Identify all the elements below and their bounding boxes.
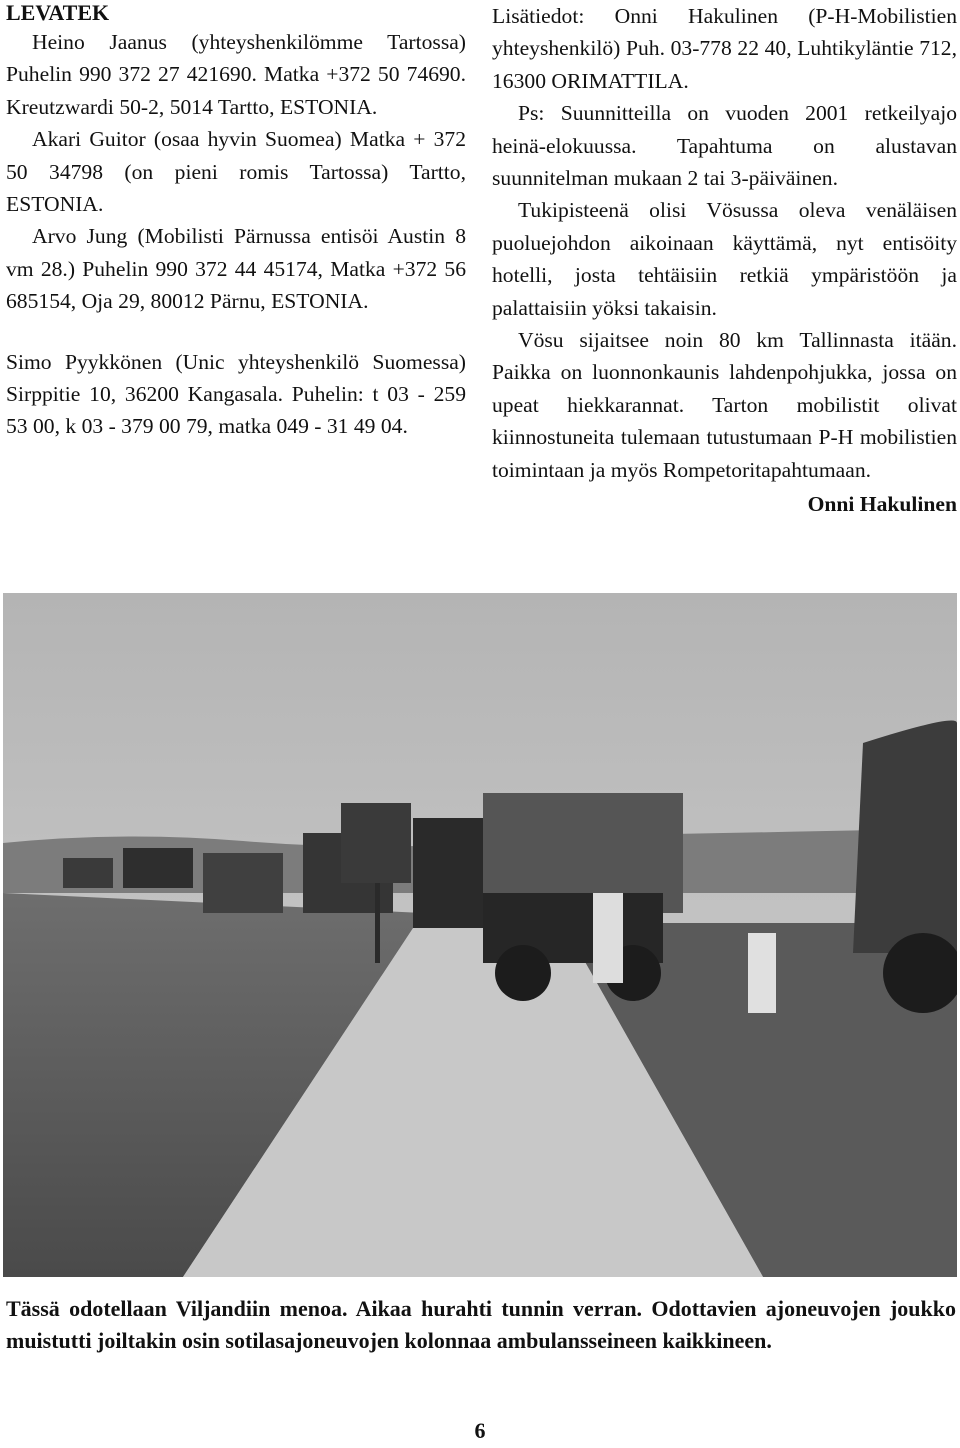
section-heading: LEVATEK xyxy=(6,0,110,25)
contact-paragraph-akari: Akari Guitor (osaa hyvin Suomea) Matka + 372 50 34798 (on pieni romis Tartossa) Tartto, ESTONIA. xyxy=(6,127,466,217)
contact-paragraph-arvo: Arvo Jung (Mobilisti Pärnussa entisöi Austin 8 vm 28.) Puhelin 990 372 44 45174, Matka +372 56 685154, Oja 29, 80012 Pärnu, ESTONIA. xyxy=(6,224,466,314)
contact-paragraph-simo: Simo Pyykkönen (Unic yhteyshenkilö Suomessa) Sirppitie 10, 36200 Kangasala. Puhelin: t 03 - 259 53 00, k 03 - 379 00 79, matka 049 - 31 49 04. xyxy=(6,349,466,439)
author-signature: Onni Hakulinen xyxy=(807,492,957,517)
contact-paragraph-heino: Heino Jaanus (yhteyshenkilömme Tartossa) Puhelin 990 372 27 421690. Matka +372 50 74690. Kreutzwardi 50-2, 5014 Tartto, ESTONIA. xyxy=(6,30,466,119)
right-column xyxy=(492,0,957,521)
info-paragraph-plan: Ps: Suunnitteilla on vuoden 2001 retkeilyajo heinä-elokuussa. Tapahtuma on alustavan suunnitelman mukaan 2 tai 3-päiväinen. xyxy=(492,101,957,191)
paragraph-spacer xyxy=(6,318,466,346)
photo-vehicle-convoy xyxy=(3,593,957,1277)
page-number: 6 xyxy=(474,1418,486,1443)
info-paragraph-contact: Lisätiedot: Onni Hakulinen (P-H-Mobilistien yhteyshenkilö) Puh. 03-778 22 40, Luhtikyläntie 712, 16300 ORIMATTILA. xyxy=(492,4,957,93)
info-paragraph-vosu: Vösu sijaitsee noin 80 km Tallinnasta itään. Paikka on luonnonkaunis lahdenpohjukka, jossa on upeat hiekkarannat. Tarton mobilistit olivat kiinnostuneita tulemaan tutustumaan P-H mobilistien toimintaan ja myös Rompetoritapahtumaan. xyxy=(492,328,957,482)
left-column xyxy=(6,0,466,443)
photo-icon xyxy=(3,593,957,1277)
photo-caption: Tässä odotellaan Viljandiin menoa. Aikaa hurahti tunnin verran. Odottavien ajoneuvojen joukko muistutti joiltakin osin sotilasajoneuvojen kolonnaa ambulansseineen kaikkineen. xyxy=(6,1296,956,1353)
info-paragraph-hotel: Tukipisteenä olisi Vösussa oleva venäläisen puoluejohdon aikoinaan käyttämä, nyt entisöity hotelli, josta tehtäisiin retkiä ympäristöön ja palattaisiin yöksi takaisin. xyxy=(492,198,957,320)
